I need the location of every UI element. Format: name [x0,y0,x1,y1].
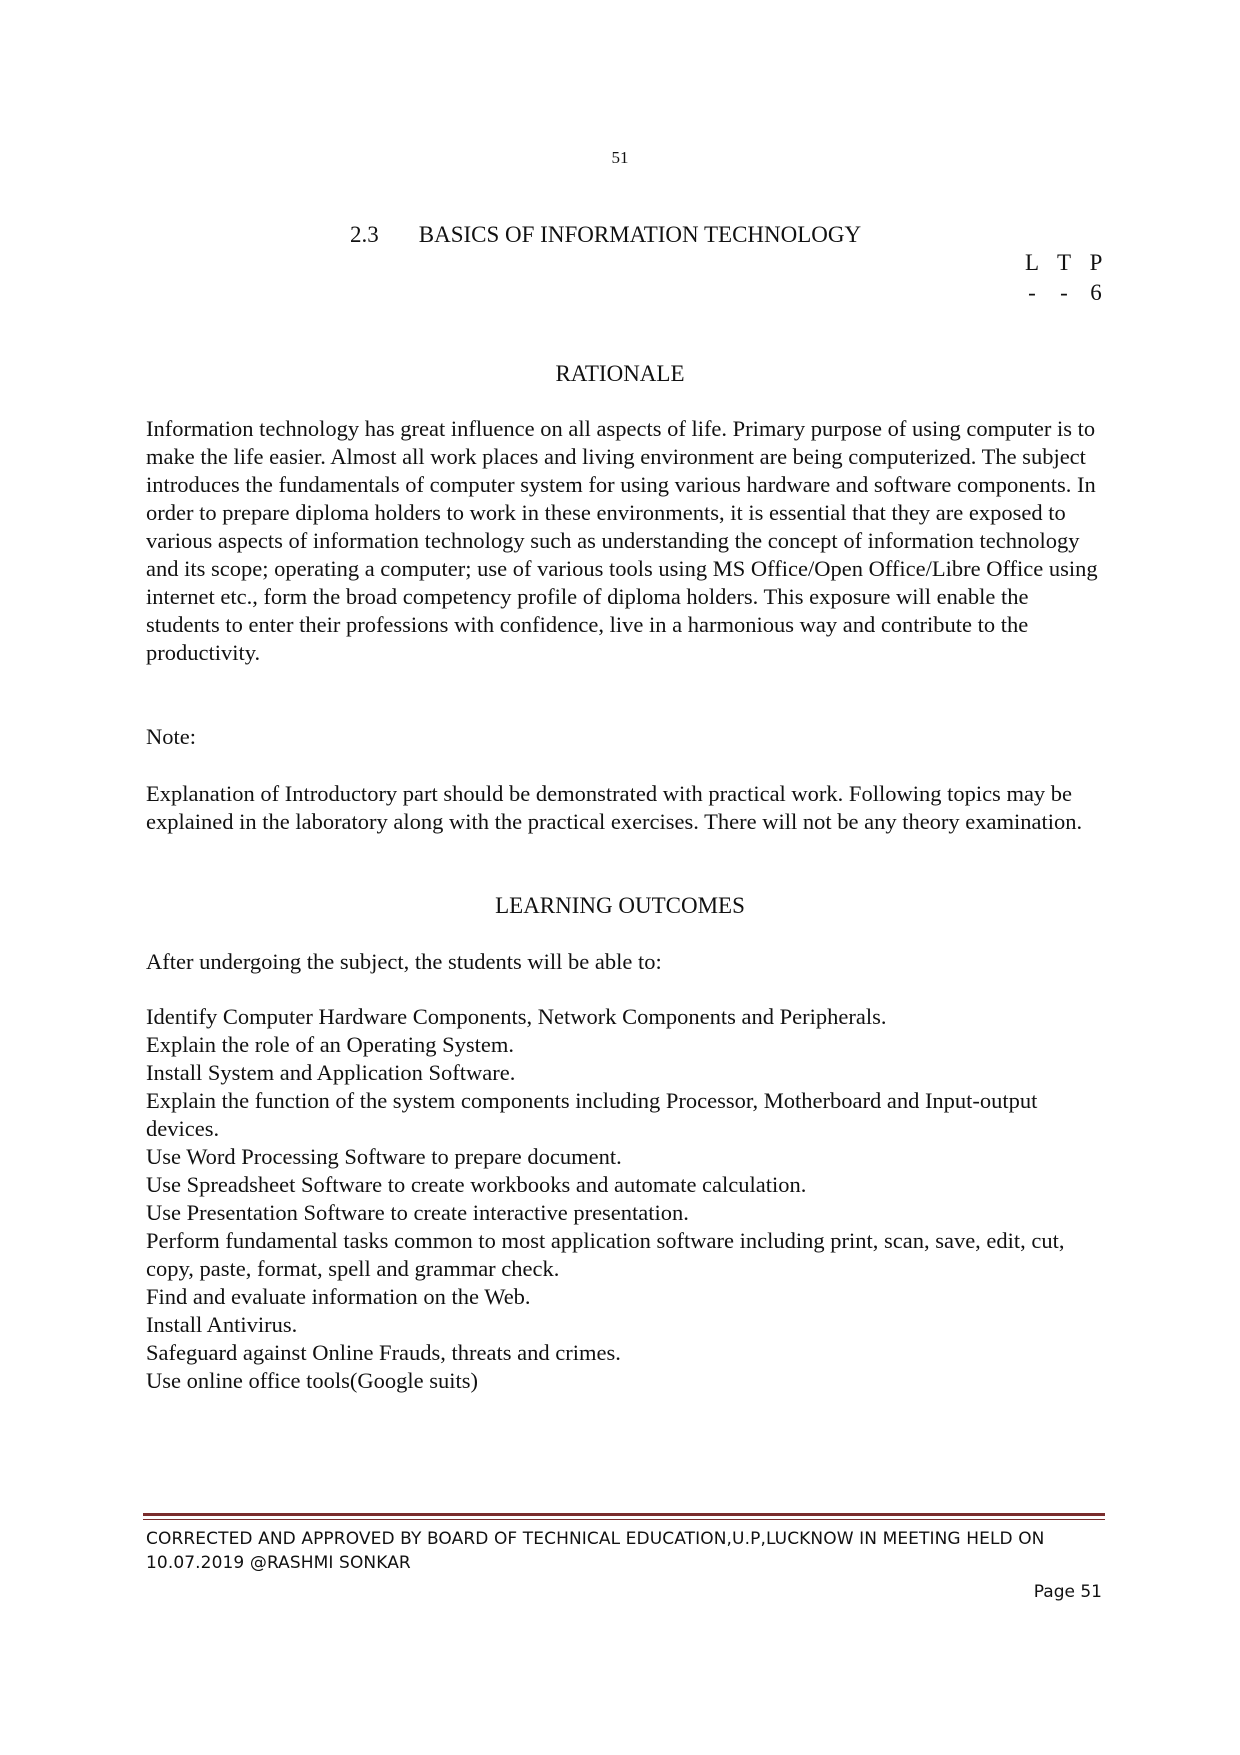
outcome-item: Identify Computer Hardware Components, Network Components and Peripherals. [146,1004,887,1029]
footer-divider [143,1513,1105,1520]
ltp-label-t: T [1056,250,1072,275]
note-label: Note: [146,724,196,749]
outcome-item: Use Spreadsheet Software to create workbooks and automate calculation. [146,1172,807,1197]
note-paragraph: Explanation of Introductory part should be demonstrated with practical work. Following topics may be explained in the laboratory along with the practical exercises. There will not be any theory examination. [146,781,1083,834]
outcome-item: Perform fundamental tasks common to most application software including print, scan, save, edit, cut, copy, paste, format, spell and grammar check. [146,1228,1065,1281]
ltp-label-p: P [1089,250,1103,275]
rationale-heading: RATIONALE [555,361,685,386]
outcome-item: Find and evaluate information on the Web. [146,1284,531,1309]
outcome-item: Use Presentation Software to create interactive presentation. [146,1200,689,1225]
outcome-item: Install System and Application Software. [146,1060,516,1085]
section-number: 2.3 [350,222,379,247]
ltp-value-l: - [1028,280,1036,305]
section-heading [350,222,861,248]
ltp-value-t: - [1060,280,1068,305]
ltp-label-l: L [1024,250,1040,275]
learning-outcomes-heading: LEARNING OUTCOMES [495,893,745,918]
outcome-item: Explain the function of the system components including Processor, Motherboard and Input-output devices. [146,1088,1038,1141]
rationale-paragraph: Information technology has great influence on all aspects of life. Primary purpose of using computer is to make the life easier. Almost all work places and living environment are being computerized. The subject introduces the fundamentals of computer system for using various hardware and software components. In order to prepare diploma holders to work in these environments, it is essential that they are exposed to various aspects of information technology such as understanding the concept of information technology and its scope; operating a computer; use of various tools using MS Office/Open Office/Libre Office using internet etc., form the broad competency profile of diploma holders. This exposure will enable the students to enter their professions with confidence, live in a harmonious way and contribute to the productivity. [146,416,1098,665]
outcome-item: Explain the role of an Operating System. [146,1032,515,1057]
section-title: BASICS OF INFORMATION TECHNOLOGY [418,222,862,247]
outcome-item: Safeguard against Online Frauds, threats and crimes. [146,1340,621,1365]
footer-approval-text: CORRECTED AND APPROVED BY BOARD OF TECHNICAL EDUCATION,U.P,LUCKNOW IN MEETING HELD ON 10.07.2019 @RASHMI SONKAR [146,1529,1045,1573]
ltp-value-p: 6 [1090,280,1102,305]
learning-outcomes-list [146,1003,1106,1395]
ltp-table [1016,248,1112,308]
outcome-item: Install Antivirus. [146,1312,298,1337]
footer-page-number: Page 51 [1033,1582,1102,1602]
outcome-item: Use online office tools(Google suits) [146,1368,479,1393]
outcome-item: Use Word Processing Software to prepare document. [146,1144,622,1169]
learning-outcomes-intro: After undergoing the subject, the students will be able to: [146,949,662,974]
page-number-top: 51 [611,148,629,167]
